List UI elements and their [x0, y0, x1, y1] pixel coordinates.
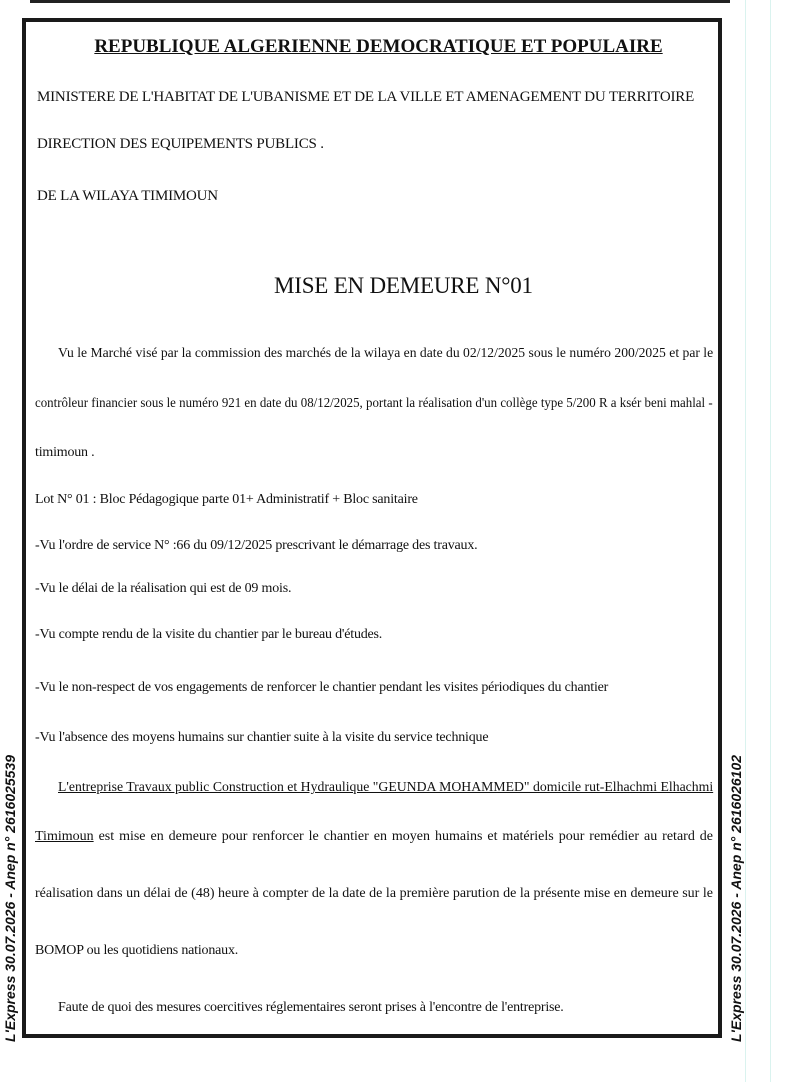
document-title: MISE EN DEMEURE N°01	[274, 273, 533, 298]
side-publication-stamp-right: L'Express 30.07.2026 - Anep n° 2616026102	[728, 754, 744, 1042]
top-border-rule	[30, 0, 730, 3]
notice-line-2	[35, 829, 713, 845]
closing-line: Faute de quoi des mesures coercitives réglementaires seront prises à l'encontre de l'entreprise.	[58, 1000, 564, 1015]
notice-line-2-text: est mise en demeure pour renforcer le chantier en moyen humains et matériels pour remédier au retard de	[93, 829, 713, 844]
consideration-item: -Vu l'absence des moyens humains sur chantier suite à la visite du service technique	[35, 730, 489, 745]
republic-heading: REPUBLIQUE ALGERIENNE DEMOCRATIQUE ET POPULAIRE	[94, 36, 663, 57]
document-frame	[22, 18, 722, 1038]
consideration-item: -Vu l'ordre de service N° :66 du 09/12/2025 prescrivant le démarrage des travaux.	[35, 538, 478, 553]
lot-line: Lot N° 01 : Bloc Pédagogique parte 01+ Administratif + Bloc sanitaire	[35, 492, 418, 507]
intro-line-2: contrôleur financier sous le numéro 921 en date du 08/12/2025, portant la réalisation d'un collège type 5/200 R a ksér beni mahlal -	[35, 396, 713, 411]
intro-line-1: Vu le Marché visé par la commission des marchés de la wilaya en date du 02/12/2025 sous le numéro 200/2025 et par le	[58, 346, 714, 361]
side-publication-stamp-left: L'Express 30.07.2026 - Anep n° 2616025539	[2, 754, 18, 1042]
notice-company-line: L'entreprise Travaux public Construction et Hydraulique "GEUNDA MOHAMMED" domicile rut-Elhachmi Elhachmi	[58, 780, 714, 795]
consideration-item: -Vu le délai de la réalisation qui est de 09 mois.	[35, 581, 292, 596]
notice-line-3: réalisation dans un délai de (48) heure à compter de la date de la première parution de la présente mise en demeure sur le	[35, 886, 713, 901]
consideration-item: -Vu le non-respect de vos engagements de renforcer le chantier pendant les visites périodiques du chantier	[35, 680, 609, 695]
wilaya-line: DE LA WILAYA TIMIMOUN	[37, 188, 218, 204]
intro-line-3: timimoun .	[35, 445, 95, 460]
notice-city: Timimoun	[35, 829, 94, 844]
ministry-line: MINISTERE DE L'HABITAT DE L'UBANISME ET DE LA VILLE ET AMENAGEMENT DU TERRITOIRE	[37, 89, 695, 105]
consideration-item: -Vu compte rendu de la visite du chantier par le bureau d'études.	[35, 627, 383, 642]
scan-artifact-line	[745, 0, 746, 1082]
notice-line-4: BOMOP ou les quotidiens nationaux.	[35, 943, 239, 958]
scan-artifact-line	[770, 0, 771, 1082]
direction-line: DIRECTION DES EQUIPEMENTS PUBLICS .	[37, 136, 324, 152]
